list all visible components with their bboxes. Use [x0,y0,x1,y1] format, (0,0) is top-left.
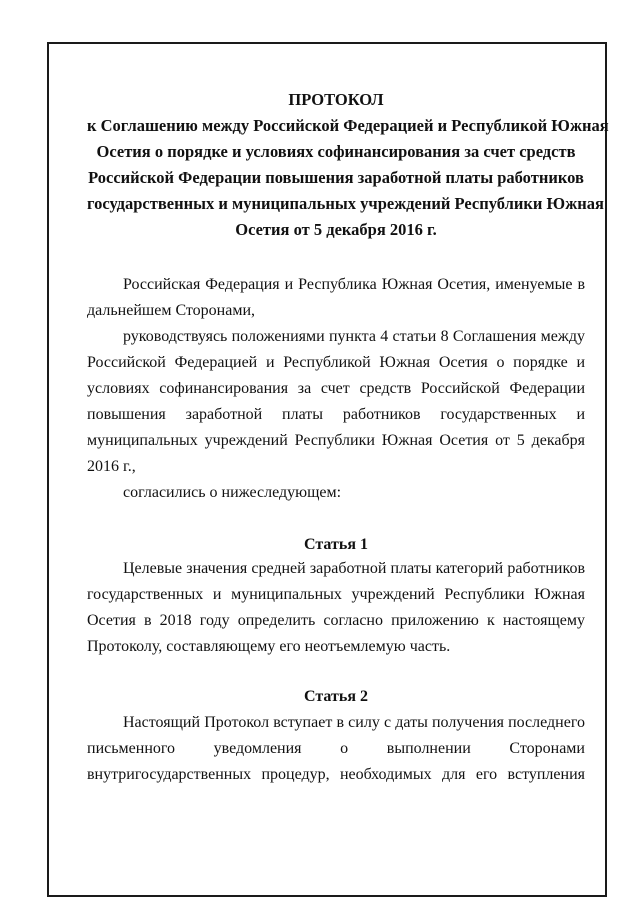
text-line: Российской Федерацией и Республикой Южная Осетия о порядке и [87,354,585,371]
preamble-agreed [87,480,585,506]
subtitle-line: Осетия о порядке и условиях софинансирования за счет средств [96,142,576,161]
subtitle-line: Российской Федерации повышения заработной платы работников [88,168,584,187]
text-line: Российская Федерация и Республика Южная Осетия, именуемые в [123,276,585,293]
article-2-heading: Статья 2 [304,688,368,705]
preamble-guided [87,324,585,480]
subtitle-line: государственных и муниципальных учреждений Республики Южная [87,194,604,213]
text-line: согласились о нижеследующем: [123,484,342,501]
text-line: муниципальных учреждений Республики Южная Осетия от 5 декабря [87,432,585,449]
text-line: внутригосударственных процедур, необходимых для его вступления [87,766,585,783]
text-line: письменного уведомления о выполнении Сторонами [87,740,585,757]
text-line: Осетия в 2018 году определить согласно приложению к настоящему [87,612,585,629]
text-line: Целевые значения средней заработной платы категорий работников [123,560,585,577]
subtitle-line: к Соглашению между Российской Федерацией и Республикой Южная [87,116,609,135]
article-1-body [87,556,585,660]
text-line: дальнейшем Сторонами, [87,302,256,319]
text-line: повышения заработной платы работников государственных и [87,406,585,423]
article-2-body [87,710,585,788]
article-1-heading: Статья 1 [304,536,368,553]
text-line: 2016 г., [87,458,136,475]
preamble-parties [87,272,585,324]
text-line: руководствуясь положениями пункта 4 статьи 8 Соглашения между [123,328,585,345]
text-line: условиях софинансирования за счет средств Российской Федерации [87,380,585,397]
subtitle-line: Осетия от 5 декабря 2016 г. [235,220,437,239]
text-line: Настоящий Протокол вступает в силу с даты получения последнего [123,714,585,731]
document-subtitle [87,113,609,243]
document-title: ПРОТОКОЛ [288,90,384,109]
text-line: государственных и муниципальных учреждений Республики Южная [87,586,585,603]
text-line: Протоколу, составляющему его неотъемлемую часть. [87,638,451,655]
